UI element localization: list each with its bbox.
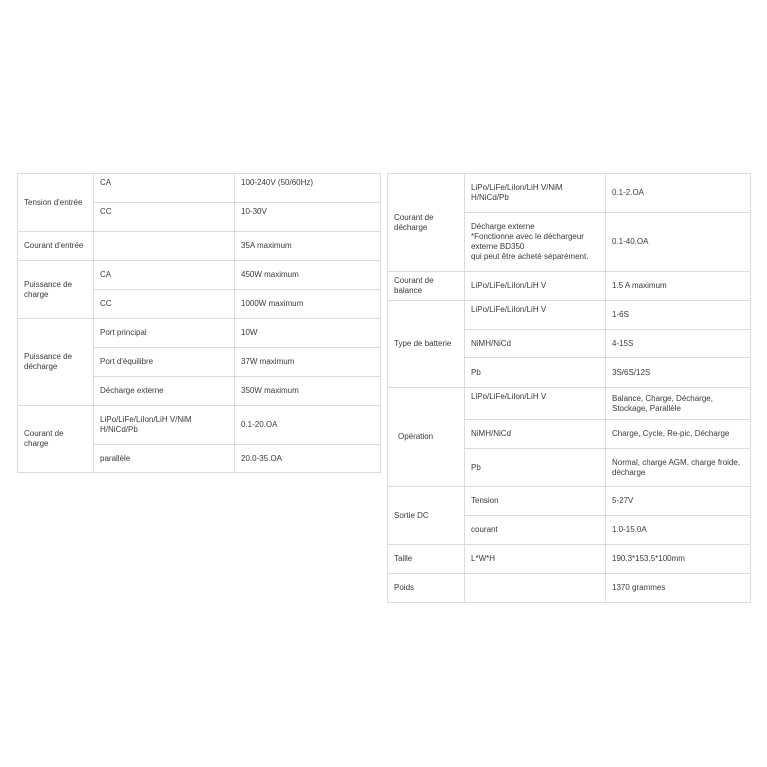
sortie-dc-courant-value: 1.0-15.0A: [606, 516, 751, 545]
courant-balance-label: Courant de balance: [388, 272, 465, 301]
port-equilibre-label: Port d'équilibre: [94, 348, 235, 377]
tension-ca-label: CA: [94, 174, 235, 203]
courant-decharge-label: Courant de décharge: [388, 174, 465, 272]
taille-label: Taille: [388, 545, 465, 574]
type-batterie-pb-label: Pb: [465, 358, 606, 388]
taille-value: 190.3*153.5*100mm: [606, 545, 751, 574]
courant-charge-chem-label: LiPo/LiFe/LiIon/LiH V/NiM H/NiCd/Pb: [94, 406, 235, 445]
operation-lipo-value: Balance, Charge, Décharge, Stockage, Parallèle: [606, 388, 751, 420]
courant-entree-value: 35A maximum: [235, 232, 381, 261]
puissance-charge-ca-value: 450W maximum: [235, 261, 381, 290]
puissance-decharge-label: Puissance de décharge: [18, 319, 94, 406]
tension-ca-value: 100-240V (50/60Hz): [235, 174, 381, 203]
tension-entree-label: Tension d'entrée: [18, 174, 94, 232]
courant-charge-parallele-label: parallèle: [94, 445, 235, 473]
decharge-externe-label: Décharge externe: [94, 377, 235, 406]
courant-charge-label: Courant de charge: [18, 406, 94, 473]
operation-nimh-label: NiMH/NiCd: [465, 420, 606, 449]
courant-charge-parallele-value: 20.0-35.OA: [235, 445, 381, 473]
courant-entree-sub: [94, 232, 235, 261]
puissance-charge-cc-label: CC: [94, 290, 235, 319]
operation-nimh-value: Charge, Cycle, Re-pic, Décharge: [606, 420, 751, 449]
type-batterie-lipo-label: LiPo/LiFe/LiIon/LiH V: [465, 301, 606, 330]
courant-decharge-externe-value: 0.1-40.OA: [606, 213, 751, 272]
port-equilibre-value: 37W maximum: [235, 348, 381, 377]
port-principal-label: Port principal: [94, 319, 235, 348]
sortie-dc-tension-value: 5-27V: [606, 487, 751, 516]
operation-label: Opération: [388, 388, 465, 487]
operation-lipo-label: LiPo/LiFe/LiIon/LiH V: [465, 388, 606, 420]
sortie-dc-courant-label: courant: [465, 516, 606, 545]
poids-sub: [465, 574, 606, 603]
right-spec-table: [387, 173, 751, 603]
courant-charge-chem-value: 0.1-20.OA: [235, 406, 381, 445]
courant-entree-label: Courant d'entrée: [18, 232, 94, 261]
poids-label: Poids: [388, 574, 465, 603]
type-batterie-nimh-value: 4-15S: [606, 330, 751, 358]
courant-balance-chem-label: LiPo/LiFe/LiIon/LiH V: [465, 272, 606, 301]
courant-balance-value: 1.5 A maximum: [606, 272, 751, 301]
courant-decharge-chem-value: 0.1-2.OA: [606, 174, 751, 213]
decharge-externe-value: 350W maximum: [235, 377, 381, 406]
poids-value: 1370 grammes: [606, 574, 751, 603]
sortie-dc-tension-label: Tension: [465, 487, 606, 516]
type-batterie-label: Type de batterie: [388, 301, 465, 388]
puissance-charge-cc-value: 1000W maximum: [235, 290, 381, 319]
sortie-dc-label: Sortie DC: [388, 487, 465, 545]
type-batterie-pb-value: 3S/6S/12S: [606, 358, 751, 388]
type-batterie-nimh-label: NiMH/NiCd: [465, 330, 606, 358]
tension-cc-value: 10-30V: [235, 203, 381, 232]
puissance-charge-label: Puissance de charge: [18, 261, 94, 319]
operation-pb-label: Pb: [465, 449, 606, 487]
taille-sub: L*W*H: [465, 545, 606, 574]
left-spec-table: [17, 173, 381, 473]
puissance-charge-ca-label: CA: [94, 261, 235, 290]
port-principal-value: 10W: [235, 319, 381, 348]
courant-decharge-chem-label: LiPo/LiFe/LiIon/LiH V/NiM H/NiCd/Pb: [465, 174, 606, 213]
type-batterie-lipo-value: 1-6S: [606, 301, 751, 330]
courant-decharge-externe-label: Décharge externe *Fonctionne avec le déchargeur externe BD350 qui peut être acheté séparément.: [465, 213, 606, 272]
operation-pb-value: Normal, charge AGM, charge froide, décharge: [606, 449, 751, 487]
tension-cc-label: CC: [94, 203, 235, 232]
